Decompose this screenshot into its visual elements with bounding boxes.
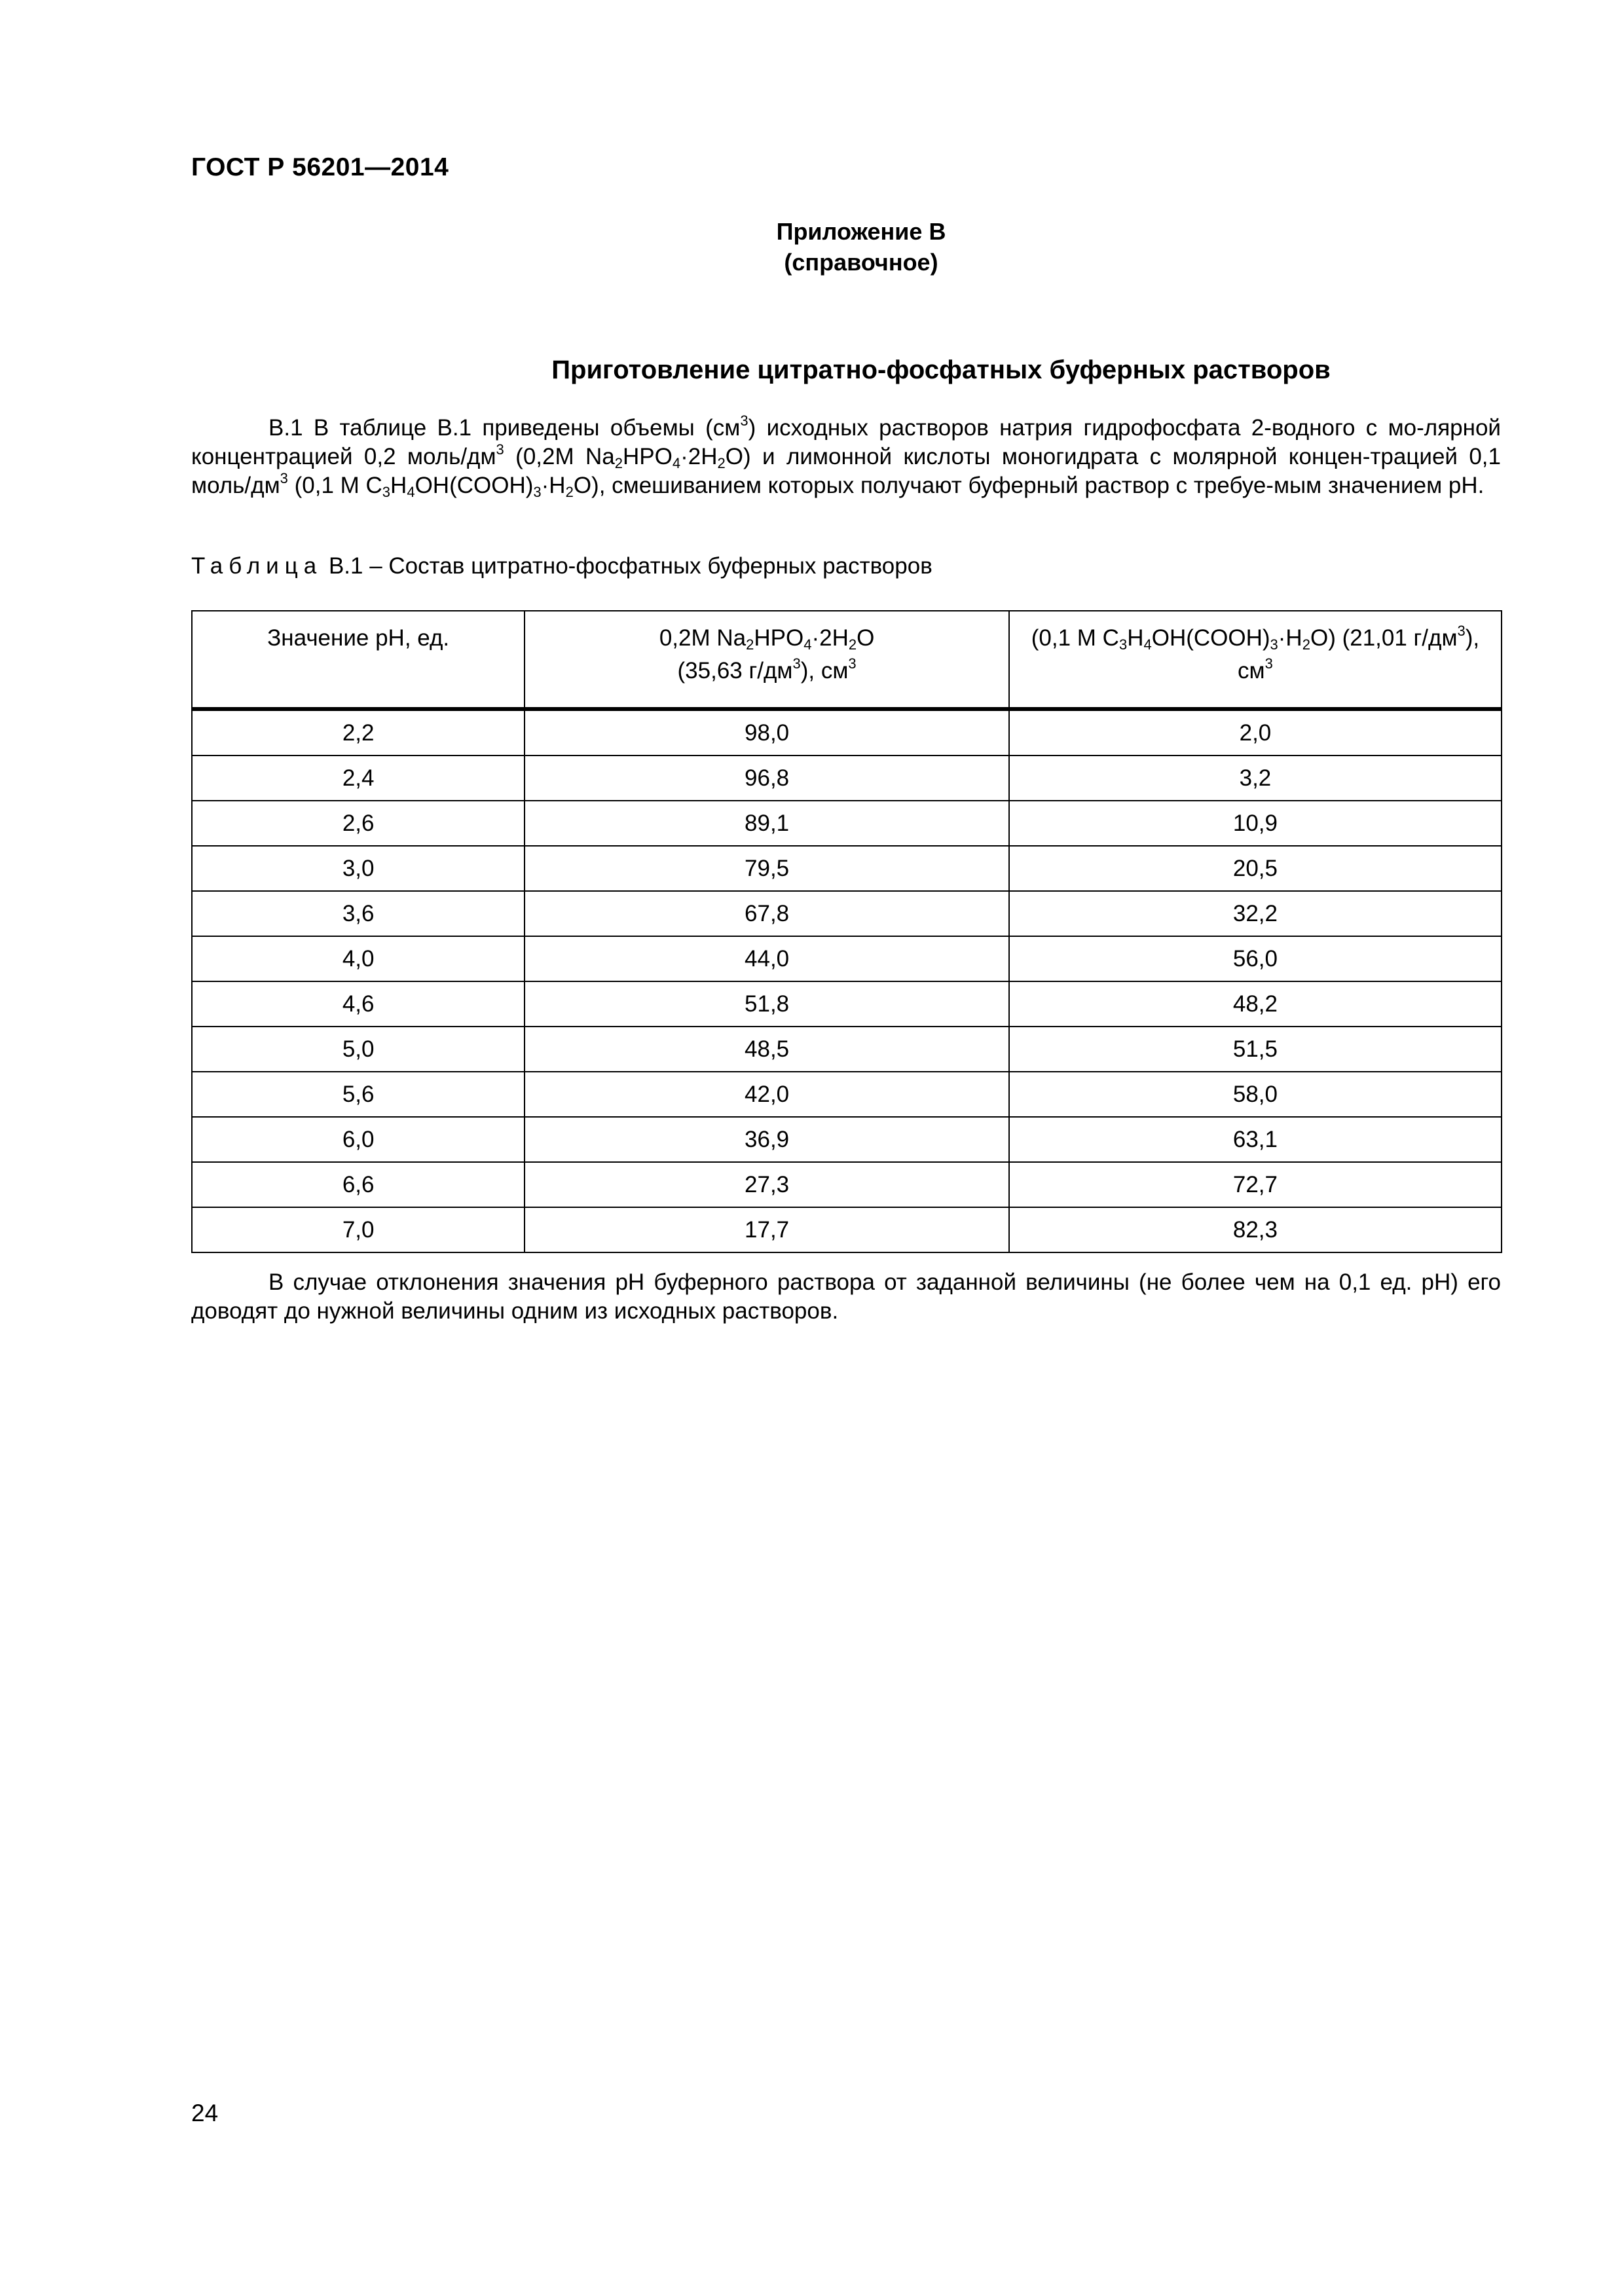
appendix-title: Приложение В	[776, 218, 946, 245]
cell-ph: 7,0	[192, 1207, 525, 1252]
cell-sodium-phosphate: 27,3	[525, 1162, 1009, 1207]
cell-sodium-phosphate: 42,0	[525, 1072, 1009, 1117]
cell-sodium-phosphate: 79,5	[525, 846, 1009, 891]
table-row	[192, 756, 1502, 801]
cell-citric-acid: 3,2	[1009, 756, 1502, 801]
cell-citric-acid: 51,5	[1009, 1027, 1502, 1072]
header-citric-acid: (0,1 М $C_3H_4OH(COOH)_3\cdot H_2O$) (21,01 $г/дм^3$), $см^3$	[1009, 611, 1502, 709]
cell-ph: 4,0	[192, 936, 525, 981]
cell-citric-acid: 10,9	[1009, 801, 1502, 846]
cell-citric-acid: 82,3	[1009, 1207, 1502, 1252]
cell-citric-acid: 58,0	[1009, 1072, 1502, 1117]
cell-ph: 3,6	[192, 891, 525, 936]
cell-citric-acid: 56,0	[1009, 936, 1502, 981]
buffer-composition-table	[191, 610, 1502, 1253]
appendix-status: (справочное)	[784, 249, 938, 276]
cell-citric-acid: 48,2	[1009, 981, 1502, 1027]
closing-paragraph: В случае отклонения значения pH буферного раствора от заданной величины (не более чем на 0,1 ед. pH) его доводят до нужной величины одним из исходных растворов.	[191, 1269, 1501, 1324]
header-ph-value: Значение pH, ед.	[192, 611, 525, 709]
section-title: Приготовление цитратно-фосфатных буферных растворов	[551, 355, 1331, 384]
table-caption	[191, 553, 932, 579]
table-row	[192, 936, 1502, 981]
appendix-heading	[0, 216, 1624, 278]
cell-sodium-phosphate: 48,5	[525, 1027, 1009, 1072]
page-number: 24	[191, 2100, 219, 2126]
cell-ph: 5,6	[192, 1072, 525, 1117]
cell-ph: 4,6	[192, 981, 525, 1027]
header-sodium-phosphate: 0,2М $Na_2HPO_4\cdot 2H_2O$ (35,63 $г/дм^3$), $см^3$	[525, 611, 1009, 709]
cell-ph: 6,0	[192, 1117, 525, 1162]
cell-sodium-phosphate: 96,8	[525, 756, 1009, 801]
document-code: ГОСТ Р 56201—2014	[191, 153, 449, 181]
table-row	[192, 709, 1502, 756]
table-row	[192, 981, 1502, 1027]
cell-sodium-phosphate: 67,8	[525, 891, 1009, 936]
cell-sodium-phosphate: 89,1	[525, 801, 1009, 846]
intro-paragraph: В.1 В таблице В.1 приведены объемы $(см^3)$ исходных растворов натрия гидрофосфата 2-водного с мо-лярной концентрацией 0,2 моль/$дм^3$ (0,2М $Na_2HPO_4\cdot 2H_2O$) и лимонной кислоты моногидрата с молярной концен-трацией 0,1 моль/$дм^3$ (0,1 М $C_3H_4OH(COOH)_3\cdot H_2O$), смешиванием которых получают буферный раствор с требуе-мым значением pH.	[191, 412, 1502, 500]
table-row	[192, 891, 1502, 936]
cell-sodium-phosphate: 36,9	[525, 1117, 1009, 1162]
table-caption-text: В.1 – Состав цитратно-фосфатных буферных растворов	[322, 553, 932, 579]
table-row	[192, 1027, 1502, 1072]
cell-sodium-phosphate: 51,8	[525, 981, 1009, 1027]
table-caption-label: Таблица	[191, 553, 323, 579]
cell-ph: 3,0	[192, 846, 525, 891]
cell-citric-acid: 32,2	[1009, 891, 1502, 936]
table-row	[192, 1117, 1502, 1162]
cell-ph: 6,6	[192, 1162, 525, 1207]
cell-sodium-phosphate: 44,0	[525, 936, 1009, 981]
cell-citric-acid: 72,7	[1009, 1162, 1502, 1207]
table-row	[192, 1207, 1502, 1252]
cell-sodium-phosphate: 17,7	[525, 1207, 1009, 1252]
cell-ph: 2,2	[192, 709, 525, 756]
cell-citric-acid: 63,1	[1009, 1117, 1502, 1162]
cell-sodium-phosphate: 98,0	[525, 709, 1009, 756]
cell-ph: 5,0	[192, 1027, 525, 1072]
table-row	[192, 801, 1502, 846]
cell-ph: 2,6	[192, 801, 525, 846]
table-row	[192, 1072, 1502, 1117]
cell-ph: 2,4	[192, 756, 525, 801]
table-header-row	[192, 611, 1502, 709]
table-row	[192, 846, 1502, 891]
table-row	[192, 1162, 1502, 1207]
cell-citric-acid: 2,0	[1009, 709, 1502, 756]
cell-citric-acid: 20,5	[1009, 846, 1502, 891]
